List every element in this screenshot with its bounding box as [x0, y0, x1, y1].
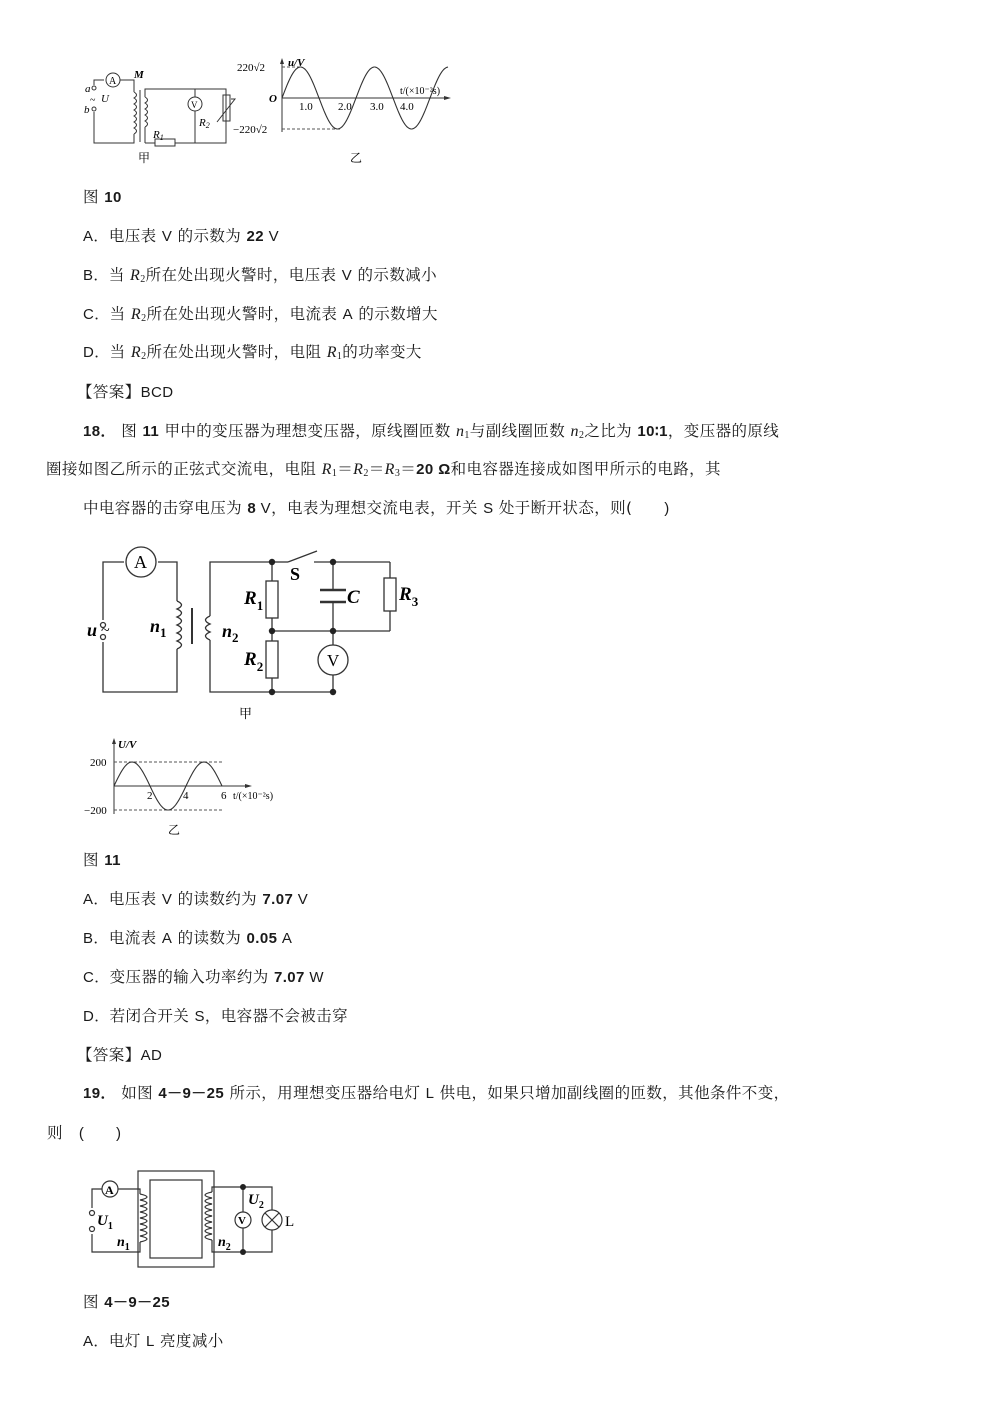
text-segment: 圈接如图乙所示的正弦式交流电，电阻	[46, 460, 322, 478]
text-segment: 如图	[121, 1084, 159, 1102]
text-segment: 电灯	[108, 1332, 146, 1350]
primary-coil-icon	[177, 601, 182, 649]
resistor-r2-icon	[266, 641, 278, 678]
answer-label: 【答案】	[77, 1046, 141, 1064]
xtick-6: 6	[221, 790, 227, 802]
graph-yi-label: 乙	[168, 823, 181, 837]
r3-label: $R_3$	[399, 584, 419, 609]
variable: $R_2$	[130, 267, 146, 285]
text-segment	[632, 499, 664, 517]
text-segment: 电流表	[108, 929, 162, 947]
answer-label: 【答案】	[77, 383, 141, 401]
option-text	[109, 1332, 224, 1350]
text-segment: 则	[47, 1124, 79, 1142]
text-segment: A	[161, 930, 173, 947]
graph-yi-10	[233, 57, 451, 165]
text-segment: S	[194, 1008, 205, 1025]
number-text: 4－9－25	[158, 1085, 225, 1102]
origin-label: O	[269, 93, 277, 105]
answer-18	[77, 1045, 163, 1066]
number-text: 7.07	[273, 969, 305, 986]
text-segment: W	[304, 969, 324, 986]
figure-4-9-25	[82, 1162, 302, 1270]
number-text: 20 Ω	[416, 461, 451, 478]
number-text: 8	[247, 500, 257, 517]
figure-4-9-25-svg	[82, 1162, 302, 1270]
text-segment: 的示数减小	[352, 266, 438, 284]
ammeter-label: A	[134, 552, 147, 572]
n2-label: $n_2$	[218, 1235, 231, 1253]
question-number: 19．	[83, 1085, 116, 1102]
option-a	[83, 1331, 224, 1352]
text-segment: 当	[109, 343, 131, 361]
number-text: 0.05	[246, 930, 278, 947]
variable: $R_2$	[130, 306, 147, 324]
n2-label: $n_2$	[222, 621, 239, 645]
question-number: 18．	[83, 423, 116, 440]
text-segment: 的功率变大	[342, 343, 422, 361]
text-segment: 与副线圈匝数	[469, 422, 571, 440]
option-text	[110, 305, 438, 323]
option-text	[109, 227, 279, 245]
text-segment: 的读数约为	[172, 890, 263, 908]
transformer-core-inner-icon	[150, 1180, 202, 1258]
text-segment: ，变压器的原线	[667, 422, 780, 440]
option-b	[83, 928, 292, 949]
ymin-label: −220√2	[233, 124, 268, 136]
text-segment: 图	[121, 422, 143, 440]
switch-s-icon	[288, 551, 317, 562]
text-segment: V	[293, 891, 309, 908]
question-18-line-1	[83, 421, 779, 446]
text-segment: 当	[108, 266, 131, 284]
resistor-r1-icon	[266, 581, 278, 618]
figure-11-yi	[80, 734, 300, 840]
secondary-coil-icon	[205, 1192, 212, 1240]
text-segment: 所在处出现火警时，电流表	[146, 305, 343, 323]
y-axis-label: U/V	[118, 739, 137, 751]
ymax-label: 200	[90, 757, 107, 769]
xtick-4: 4	[183, 790, 189, 802]
text-segment: 处于断开状态，则(	[493, 499, 633, 517]
text-segment: 变压器的输入功率约为	[109, 968, 274, 986]
caption-number: 4－9－25	[104, 1294, 171, 1311]
option-letter: B．	[83, 267, 109, 284]
answer-value: BCD	[140, 384, 174, 401]
tilde-label: ~	[90, 95, 96, 106]
option-text	[110, 968, 324, 986]
primary-coil-icon	[140, 1194, 147, 1242]
option-letter: A．	[83, 228, 109, 245]
number-text: 7.07	[262, 891, 294, 908]
r2-label: $R_2$	[244, 649, 264, 674]
text-segment: S	[483, 500, 494, 517]
y-axis-arrow-icon	[280, 58, 284, 64]
figure-11-jia	[82, 538, 427, 722]
text-segment: L	[145, 1333, 155, 1350]
r1-label: $R_1$	[244, 588, 264, 613]
text-segment: 之比为	[584, 422, 638, 440]
terminal-a-icon	[92, 86, 96, 90]
option-letter: D．	[83, 1008, 110, 1025]
option-text	[109, 890, 308, 908]
text-segment: ，电容器不会被击穿	[204, 1007, 348, 1025]
terminal-bottom-icon	[90, 1227, 95, 1232]
text-segment: L	[425, 1085, 435, 1102]
text-segment: V	[341, 267, 353, 284]
figure-caption-10	[83, 187, 122, 208]
figure-11-jia-svg	[82, 538, 427, 722]
text-segment: ＝	[368, 460, 385, 478]
caption-number: 11	[104, 852, 121, 869]
terminal-b-icon	[92, 107, 96, 111]
text-segment: )	[116, 1125, 122, 1142]
xtick-2: 2.0	[338, 101, 352, 113]
y-axis-arrow-icon	[112, 738, 116, 744]
option-c	[83, 967, 324, 988]
junction-dot	[240, 1184, 246, 1190]
text-segment: (	[78, 1125, 85, 1142]
text-segment: )	[664, 500, 670, 517]
figure-11-yi-svg	[80, 734, 300, 840]
variable: $R_1$	[326, 344, 343, 362]
terminal-top-icon	[90, 1211, 95, 1216]
text-segment: 电压表	[108, 890, 162, 908]
circuit-4-9-25	[90, 1171, 283, 1267]
text-segment: 中电容器的击穿电压为	[83, 499, 248, 517]
circuit-jia-label: 甲	[239, 706, 253, 721]
text-segment: 亮度减小	[154, 1332, 224, 1350]
capacitor-c-label: C	[347, 587, 360, 608]
circuit-jia-label: 甲	[138, 151, 151, 165]
text-segment: V	[256, 500, 272, 517]
variable: $R_2$	[353, 461, 369, 479]
option-letter: B．	[83, 930, 109, 947]
text-segment: ，电表为理想交流电表，开关	[271, 499, 484, 517]
text-segment: ＝	[400, 460, 417, 478]
option-text	[109, 929, 292, 947]
source-u-label: U	[101, 93, 109, 105]
number-text: 22	[246, 228, 265, 245]
transformer-core-outer-icon	[138, 1171, 214, 1267]
option-letter: D．	[83, 344, 110, 361]
number-text: 11	[142, 423, 160, 440]
option-text	[110, 1007, 348, 1025]
caption-prefix: 图	[83, 851, 99, 869]
caption-number: 10	[104, 189, 122, 206]
text-segment: 若闭合开关	[109, 1007, 195, 1025]
question-19-line-1	[83, 1083, 790, 1104]
x-axis-label: t/(×10⁻²s)	[233, 791, 274, 802]
option-text	[110, 343, 422, 361]
text-segment: 供电，如果只增加副线圈的匝数，其他条件不变，	[434, 1084, 790, 1102]
ammeter-label: A	[109, 76, 117, 87]
text-segment: A	[277, 930, 293, 947]
option-letter: C．	[83, 306, 110, 323]
text-segment: 和电容器连接成如图甲所示的电路，其	[450, 460, 721, 478]
caption-prefix: 图	[83, 188, 99, 206]
source-u-label: u	[87, 620, 98, 640]
option-letter: A．	[83, 1333, 109, 1350]
secondary-coil-icon	[206, 616, 211, 640]
option-c	[83, 304, 438, 329]
text-segment: 的读数为	[172, 929, 247, 947]
variable: $R_2$	[130, 344, 147, 362]
question-18-line-3	[83, 498, 670, 519]
variable: $R_1$	[321, 461, 338, 479]
caption-prefix: 图	[83, 1293, 99, 1311]
graph-yi-label: 乙	[350, 151, 363, 165]
text-segment: 电压表	[108, 227, 162, 245]
text-segment: V	[161, 891, 173, 908]
u2-label: $U_2$	[248, 1192, 264, 1211]
lamp-l-label: L	[285, 1214, 295, 1230]
resistor-r3-icon	[384, 578, 396, 611]
primary-coil-icon	[134, 92, 137, 134]
x-axis-arrow-icon	[245, 784, 252, 788]
text-segment: 所在处出现火警时，电阻	[146, 343, 327, 361]
xtick-2: 2	[147, 790, 153, 802]
text-segment: 所示，用理想变压器给电灯	[224, 1084, 426, 1102]
voltmeter-label: V	[327, 651, 340, 670]
voltmeter-label: V	[238, 1215, 246, 1227]
text-segment: A	[342, 306, 354, 323]
tilde-label: ~	[101, 622, 110, 639]
option-letter: C．	[83, 969, 110, 986]
option-a	[83, 226, 279, 247]
text-segment	[84, 1124, 116, 1142]
ammeter-label: A	[105, 1183, 114, 1197]
xtick-1: 1.0	[299, 101, 313, 113]
text-segment: 当	[109, 305, 131, 323]
ymax-label: 220√2	[237, 62, 266, 74]
option-a	[83, 889, 308, 910]
y-axis-label: u/V	[288, 57, 305, 69]
x-axis-arrow-icon	[444, 96, 451, 100]
junction-dots	[269, 559, 336, 695]
option-letter: A．	[83, 891, 109, 908]
transformer-m-label: M	[134, 69, 144, 81]
answer-value: AD	[140, 1047, 163, 1064]
r1-label: R1	[153, 129, 164, 142]
text-segment: V	[161, 228, 173, 245]
variable: $R_3$	[384, 461, 401, 479]
text-segment: 所在处出现火警时，电压表	[145, 266, 342, 284]
figure-10-svg	[82, 52, 472, 170]
x-axis-label: t/(×10⁻²s)	[400, 86, 441, 97]
figure-caption-11	[83, 850, 121, 871]
junction-dot	[240, 1249, 246, 1255]
text-segment: 的示数增大	[353, 305, 438, 323]
figure-10	[82, 52, 472, 170]
question-19-line-2	[47, 1123, 121, 1144]
ymin-label: −200	[84, 805, 107, 817]
figure-caption-4-9-25	[83, 1292, 170, 1313]
r2-label: R2	[199, 117, 210, 130]
secondary-coil-icon	[145, 97, 148, 127]
question-18-line-2	[46, 459, 721, 484]
n1-label: $n_1$	[117, 1235, 130, 1253]
option-text	[109, 266, 437, 284]
text-segment: ＝	[337, 460, 354, 478]
option-b	[83, 265, 437, 290]
terminal-a-label: a	[85, 83, 91, 95]
variable: $n_2$	[570, 423, 585, 441]
answer-17	[77, 382, 174, 403]
option-d	[83, 1006, 348, 1027]
number-text: 10∶1	[637, 423, 668, 440]
text-segment: V	[264, 228, 279, 245]
option-d	[83, 342, 422, 367]
variable: $n_1$	[455, 423, 470, 441]
terminal-b-label: b	[84, 104, 90, 116]
n1-label: $n_1$	[150, 616, 167, 640]
u1-label: $U_1$	[97, 1213, 113, 1232]
xtick-4: 4.0	[400, 101, 414, 113]
xtick-3: 3.0	[370, 101, 384, 113]
switch-s-label: S	[290, 564, 301, 584]
text-segment: 甲中的变压器为理想变压器，原线圈匝数	[159, 422, 456, 440]
voltmeter-label: V	[191, 100, 198, 110]
text-segment: 的示数为	[172, 227, 247, 245]
